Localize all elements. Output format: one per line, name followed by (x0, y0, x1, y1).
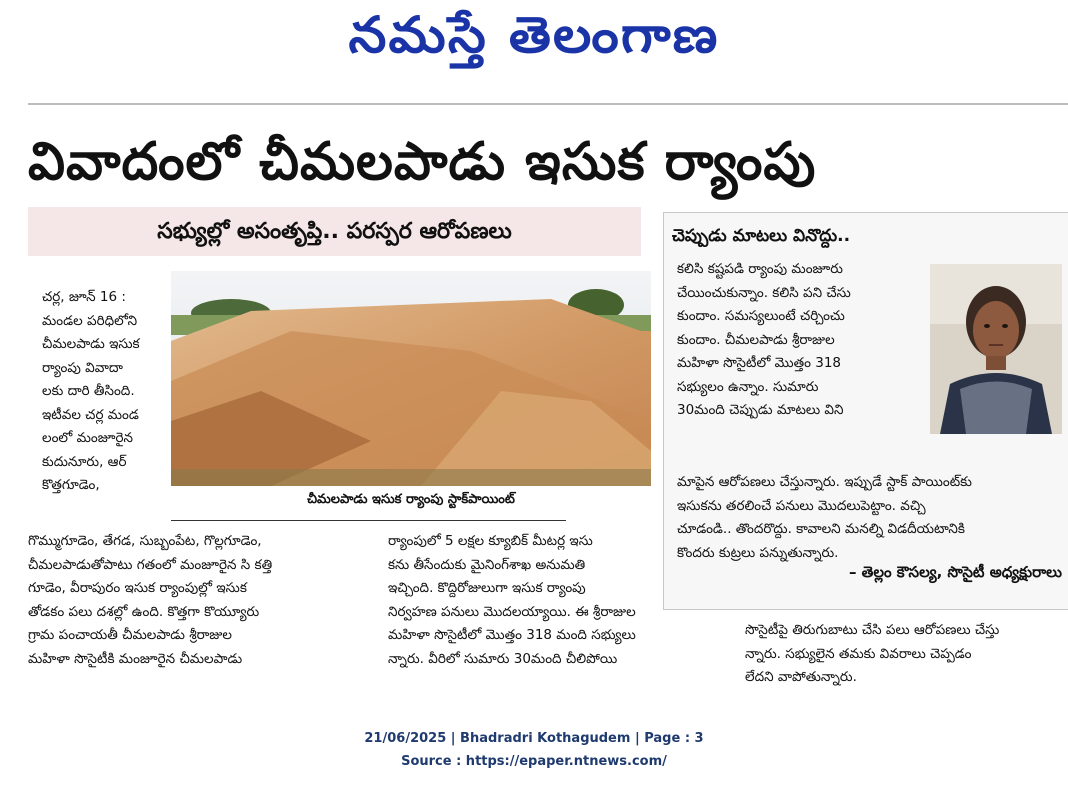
masthead-divider (28, 103, 1068, 105)
footer-source: Source : https://epaper.ntnews.com/ (401, 754, 667, 769)
text-line: ఇటీవల చర్ల మండ (42, 406, 139, 423)
text-line: ర్యాంపులో 5 లక్షల క్యూబిక్ మీటర్ల ఇసు (388, 533, 593, 549)
text-line: కుందాం. సమస్యలుంటే చర్చించు (677, 308, 845, 324)
text-line: మాపైన ఆరోపణలు చేస్తున్నారు. ఇప్పుడే స్టాక్ పాయింట్‌కు (677, 474, 972, 490)
text-line: 30మంది చెప్పుడు మాటలు విని (677, 402, 844, 418)
sidebar-quote-top (677, 258, 927, 423)
sidebar-signature: – తెల్లం కౌసల్య, సొసైటీ అధ్యక్షురాలు (848, 563, 1062, 581)
footer-date-edition: 21/06/2025 | Bhadradri Kothagudem | Page : 3 (364, 731, 704, 746)
text-line: మహిళా సొసైటీకి మంజూరైన చీమలపాడు (28, 650, 243, 667)
text-line: కొందరు కుట్రలు పన్నుతున్నారు. (677, 544, 839, 561)
sidebar-quote-bottom (677, 471, 1062, 565)
text-line: కలిసి కష్టపడి ర్యాంపు మంజూరు (677, 261, 843, 277)
woman-portrait-photo (930, 264, 1062, 434)
text-line: చర్ల, జూన్ 16 : (42, 289, 126, 305)
photo-caption: చీమలపాడు ఇసుక ర్యాంపు స్టాక్‌పాయింట్ (307, 492, 515, 507)
article-subheadline: సభ్యుల్లో అసంతృప్తి.. పరస్పర ఆరోపణలు (28, 207, 641, 256)
article-column-1-bottom (28, 530, 373, 671)
article-headline: వివాదంలో చీమలపాడు ఇసుక ర్యాంపు (28, 132, 817, 192)
text-line: చీమలపాడు ఇసుక (42, 336, 140, 352)
text-line: న్నారు. వీరిలో సుమారు 30మంది చీలిపోయి (388, 650, 618, 667)
article-column-1-top (42, 286, 162, 498)
newspaper-masthead: నమస్తే తెలంగాణ (348, 6, 720, 64)
text-line: చేయించుకున్నాం. కలిసి పని చేసు (677, 284, 851, 301)
text-line: మహిళా సొసైటీలో మొత్తం 318 (677, 355, 842, 371)
text-line: గ్రామ పంచాయతీ చీమలపాడు శ్రీరాజుల (28, 627, 232, 643)
text-line: సభ్యులం ఉన్నాం. సుమారు (677, 378, 819, 395)
text-line: కుదునూరు, ఆర్ (42, 453, 127, 470)
text-line: చీమలపాడుతోపాటు గతంలో మంజూరైన సి కత్తి (28, 556, 273, 573)
text-line: ఇసుకను తరలించే పనులు మొదలుపెట్టాం. వచ్చి (677, 497, 926, 514)
text-line: ర్యాంపు వివాదా (42, 359, 123, 376)
text-line: గూడెం, వీరాపురం ఇసుక ర్యాంపుల్లో ఇసుక (28, 580, 247, 596)
text-line: లకు దారి తీసింది. (42, 383, 135, 399)
sand-ramp-photo (171, 271, 651, 486)
text-line: లంలో మంజూరైన (42, 430, 133, 446)
text-line: న్నారు. సభ్యులైన తమకు వివరాలు చెప్పడం (745, 645, 972, 662)
text-line: సొసైటీపై తిరుగుబాటు చేసి పలు ఆరోపణలు చేస్తు (745, 622, 1000, 638)
text-line: మండల పరిధిలోని (42, 312, 138, 329)
text-line: మహిళా సొసైటీలో మొత్తం 318 మంది సభ్యులు (388, 627, 636, 643)
caption-divider (171, 520, 566, 521)
text-line: చూడండి.. తొందరొద్దు. కావాలని మనల్ని విడదీయటానికి (677, 521, 965, 537)
text-line: ఇచ్చింది. కొద్దిరోజులుగా ఇసుక ర్యాంపు (388, 580, 586, 596)
text-line: కుందాం. చీమలపాడు శ్రీరాజుల (677, 331, 835, 348)
article-column-2 (388, 530, 648, 671)
text-line: కను తీసేందుకు మైనింగ్‌శాఖ అనుమతి (388, 556, 586, 573)
text-line: తోడకం పలు దశల్లో ఉంది. కొత్తగా కొయ్యూరు (28, 603, 260, 620)
text-line: గొమ్ముగూడెం, తేగడ, సుబ్బంపేట, గొల్లగూడెం, (28, 533, 262, 549)
article-column-3 (745, 619, 1065, 690)
text-line: కొత్తగూడెం, (42, 477, 100, 493)
text-line: నిర్వహణ పనులు మొదలయ్యాయి. ఈ శ్రీరాజుల (388, 603, 636, 620)
text-line: లేదని వాపోతున్నారు. (745, 669, 857, 685)
sidebar-title: చెప్పుడు మాటలు వినొద్దు.. (672, 226, 851, 246)
